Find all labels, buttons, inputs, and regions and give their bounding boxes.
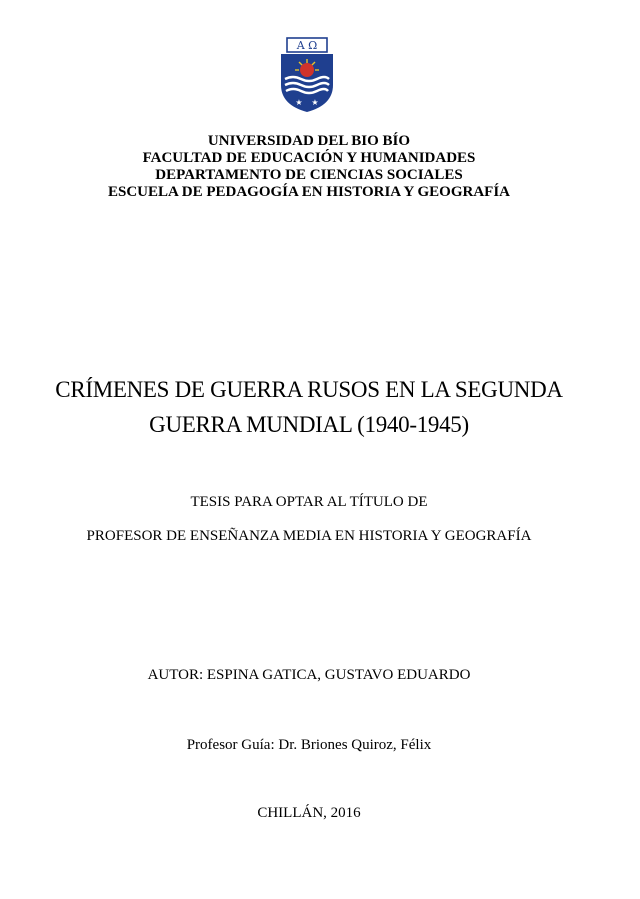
degree-statement-line-2: PROFESOR DE ENSEÑANZA MEDIA EN HISTORIA Y GEOGRAFÍA [86,528,532,544]
degree-statement-line-1: TESIS PARA OPTAR AL TÍTULO DE [190,494,428,510]
place-date-line: CHILLÁN, 2016 [257,805,361,821]
author-line: AUTOR: ESPINA GATICA, GUSTAVO EDUARDO [147,667,471,683]
university-crest-logo [277,37,337,113]
institution-heading [0,133,618,201]
svg-text:A Ω: A Ω [296,39,318,52]
svg-text:★: ★ [311,98,319,107]
svg-text:★: ★ [295,98,303,107]
thesis-title-line-1: CRÍMENES DE GUERRA RUSOS EN LA SEGUNDA [55,377,563,402]
faculty-name: FACULTAD DE EDUCACIÓN Y HUMANIDADES [142,150,476,166]
advisor-line: Profesor Guía: Dr. Briones Quiroz, Félix [186,737,432,753]
thesis-title-line-2: GUERRA MUNDIAL (1940-1945) [149,412,469,437]
university-name: UNIVERSIDAD DEL BIO BÍO [207,133,411,149]
thesis-title [0,372,618,442]
department-name: DEPARTAMENTO DE CIENCIAS SOCIALES [155,167,463,183]
school-name: ESCUELA DE PEDAGOGÍA EN HISTORIA Y GEOGRAFÍA [107,184,511,200]
